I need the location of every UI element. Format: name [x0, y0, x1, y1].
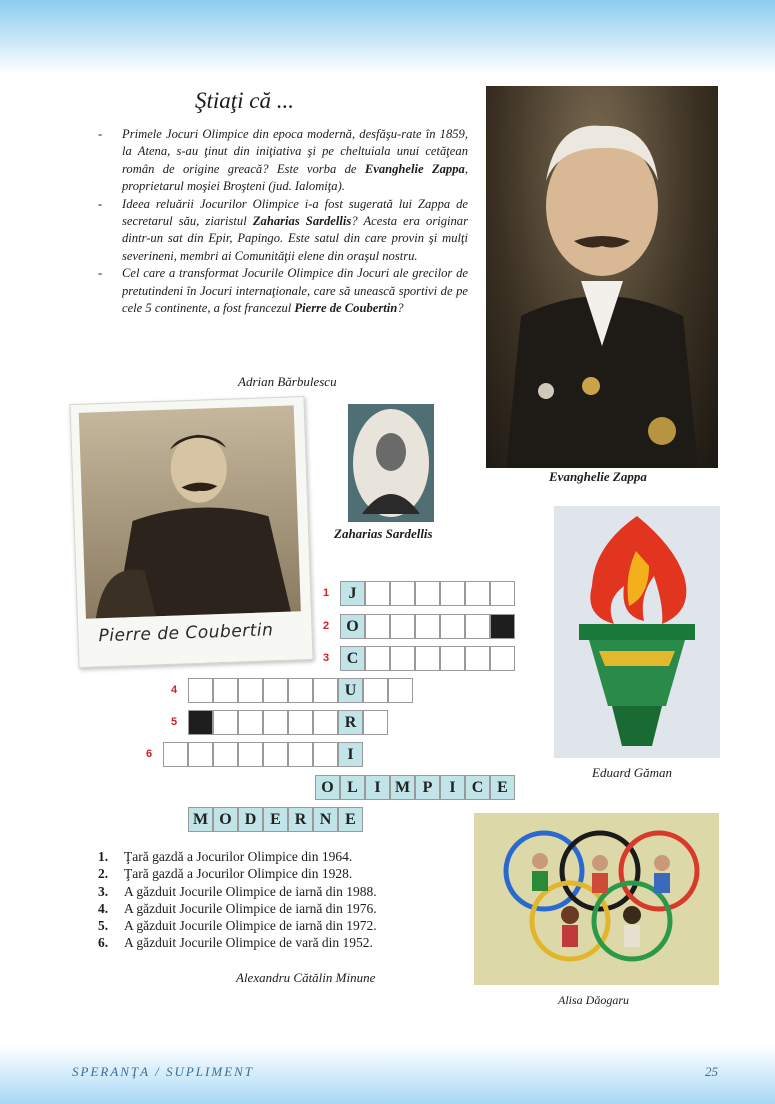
crossword-row-number: 1 [323, 587, 330, 599]
sardellis-caption: Zaharias Sardellis [334, 526, 433, 541]
crossword-cell[interactable]: D [238, 807, 263, 832]
crossword-cell[interactable] [490, 646, 515, 671]
crossword-cell[interactable] [465, 646, 490, 671]
crossword-cell[interactable] [288, 710, 313, 735]
crossword-cell[interactable] [313, 710, 338, 735]
crossword-cell[interactable] [490, 581, 515, 606]
crossword-cell[interactable]: E [338, 807, 363, 832]
crossword-cell[interactable]: R [338, 710, 363, 735]
gaman-caption: Eduard Găman [592, 765, 673, 780]
crossword-cell[interactable] [415, 614, 440, 639]
clue-item: 5. A găzduit Jocurile Olimpice de iarnă din 1972. [98, 918, 377, 934]
crossword-cell[interactable] [238, 710, 263, 735]
crossword-cell[interactable]: J [340, 581, 365, 606]
crossword-row-number: 3 [323, 652, 330, 664]
crossword-row-number: 2 [323, 620, 330, 632]
clue-item: 3. A găzduit Jocurile Olimpice de iarnă din 1988. [98, 883, 377, 899]
crossword-cell[interactable] [213, 742, 238, 767]
crossword-cell[interactable] [188, 742, 213, 767]
crossword-cell[interactable] [213, 710, 238, 735]
zappa-caption: Evanghelie Zappa [549, 469, 647, 484]
crossword-cell[interactable] [238, 742, 263, 767]
crossword-cell[interactable] [213, 678, 238, 703]
crossword-cell[interactable] [388, 678, 413, 703]
fact-item: - Primele Jocuri Olimpice din epoca modernă, desfăşu-rate în 1859, la Atena, s-au ţinut din iniţiativa şi pe cheltuiala unui cetăţean român de origine greacă? Este vorba de Evanghelie Zappa, proprietarul moşiei Broşteni (jud. Ialomiţa). [98, 127, 468, 194]
crossword-cell[interactable] [365, 581, 390, 606]
crossword-cell[interactable] [390, 614, 415, 639]
coubertin-photo [69, 396, 313, 668]
zappa-portrait [486, 86, 718, 468]
crossword-cell[interactable] [163, 742, 188, 767]
crossword-cell[interactable]: L [340, 775, 365, 800]
crossword-cell[interactable] [465, 581, 490, 606]
facts-list [98, 126, 468, 317]
crossword-cell[interactable]: I [338, 742, 363, 767]
crossword-clues [98, 848, 377, 952]
crossword-cell[interactable]: I [365, 775, 390, 800]
crossword-cell[interactable] [440, 581, 465, 606]
clue-item: 1. Ţară gazdă a Jocurilor Olimpice din 1964. [98, 849, 353, 864]
fact-item: - Cel care a transformat Jocurile Olimpice din Jocuri ale grecilor de pretutindeni în Jocuri internaţionale, care să unească sportivi de pe cele 5 continente, a fost francezul Pierre de Coubertin? [98, 266, 468, 316]
crossword-cell[interactable] [313, 678, 338, 703]
crossword-cell[interactable] [313, 742, 338, 767]
crossword-cell[interactable] [263, 742, 288, 767]
page-number: 25 [705, 1064, 718, 1079]
clue-item: 2. Ţară gazdă a Jocurilor Olimpice din 1928. [98, 866, 353, 882]
olympic-rings-painting [474, 813, 719, 985]
name-sardellis: Zaharias Sardellis [252, 214, 352, 229]
clue-item: 4. A găzduit Jocurile Olimpice de iarnă din 1976. [98, 900, 377, 916]
crossword-cell[interactable] [238, 678, 263, 703]
crossword-cell[interactable]: M [390, 775, 415, 800]
crossword-row-number: 6 [146, 748, 153, 760]
fact-item: - Ideea reluării Jocurilor Olimpice i-a fost sugerată lui Zappa de secretarul său, ziaristul Zaharias Sardellis? Acesta era originar dintr-un sat din Epir, Papingo. Este satul din care provin şi mulţi severineni, membri ai Comunităţii elene din oraşul nostru. [98, 196, 469, 263]
author-signature: Adrian Bărbulescu [238, 374, 337, 389]
crossword-author: Alexandru Cătălin Minune [236, 970, 376, 985]
crossword-cell[interactable] [390, 646, 415, 671]
crossword-cell[interactable] [288, 742, 313, 767]
crossword-cell[interactable]: R [288, 807, 313, 832]
crossword-cell[interactable] [440, 646, 465, 671]
crossword-cell[interactable]: E [263, 807, 288, 832]
olympic-torch-painting [554, 506, 720, 758]
crossword-cell[interactable] [490, 614, 515, 639]
crossword-cell[interactable] [263, 678, 288, 703]
crossword-cell[interactable]: U [338, 678, 363, 703]
page-title: Ştiaţi că ... [195, 88, 295, 113]
crossword-cell[interactable] [363, 678, 388, 703]
crossword-cell[interactable]: E [490, 775, 515, 800]
crossword-cell[interactable] [365, 646, 390, 671]
crossword-row-number: 5 [171, 716, 178, 728]
name-coubertin: Pierre de Coubertin [294, 301, 398, 316]
sardellis-portrait [348, 404, 434, 522]
crossword-cell[interactable] [415, 646, 440, 671]
crossword-cell[interactable]: M [188, 807, 213, 832]
crossword-cell[interactable] [288, 678, 313, 703]
crossword-cell[interactable]: O [213, 807, 238, 832]
publication-name: SPERANŢA / SUPLIMENT [72, 1064, 255, 1079]
crossword-cell[interactable] [188, 678, 213, 703]
coubertin-handwritten-label: Pierre de Coubertin [98, 620, 274, 647]
crossword-cell[interactable]: C [340, 646, 365, 671]
crossword-cell[interactable]: I [440, 775, 465, 800]
crossword-cell[interactable]: N [313, 807, 338, 832]
crossword-cell[interactable] [188, 710, 213, 735]
header-band [0, 0, 775, 75]
crossword-cell[interactable] [415, 581, 440, 606]
crossword-cell[interactable] [365, 614, 390, 639]
crossword-cell[interactable] [465, 614, 490, 639]
crossword-cell[interactable] [390, 581, 415, 606]
crossword-cell[interactable]: P [415, 775, 440, 800]
crossword-cell[interactable] [363, 710, 388, 735]
crossword-cell[interactable] [440, 614, 465, 639]
daogaru-caption: Alisa Dăogaru [558, 993, 630, 1007]
name-zappa: Evanghelie Zappa [364, 161, 465, 176]
clue-item: 6. A găzduit Jocurile Olimpice de vară din 1952. [98, 935, 373, 951]
crossword-cell[interactable]: C [465, 775, 490, 800]
crossword-row-number: 4 [171, 684, 178, 696]
crossword-cell[interactable]: O [315, 775, 340, 800]
crossword-cell[interactable]: O [340, 614, 365, 639]
crossword-cell[interactable] [263, 710, 288, 735]
